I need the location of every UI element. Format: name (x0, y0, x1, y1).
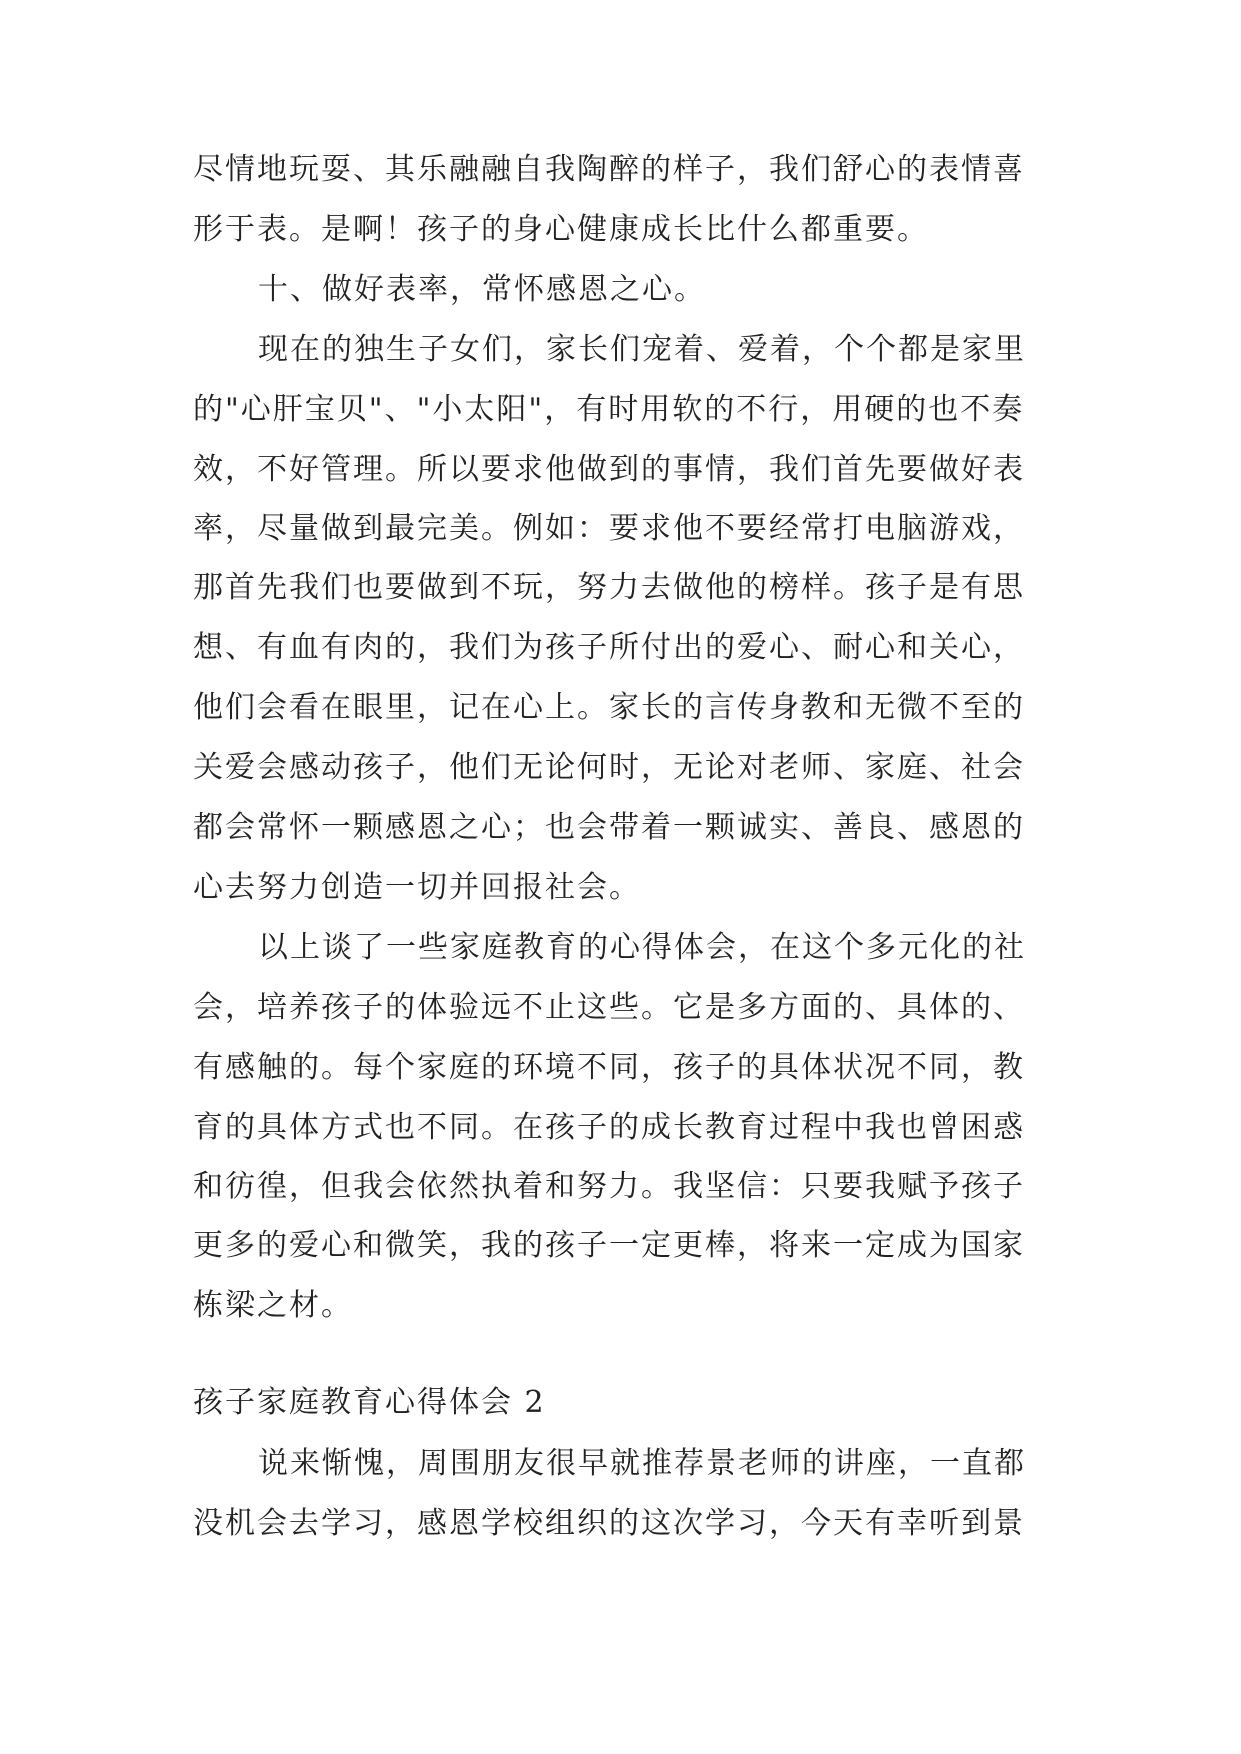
text-line: 育的具体方式也不同。在孩子的成长教育过程中我也曾困惑 (193, 1110, 1025, 1145)
text-line: 的"心肝宝贝"、"小太阳"，有时用软的不行，用硬的也不奏 (193, 392, 1025, 427)
text-line: 和彷徨，但我会依然执着和努力。我坚信：只要我赋予孩子 (193, 1169, 1025, 1204)
text-line: 率，尽量做到最完美。例如：要求他不要经常打电脑游戏， (193, 511, 1025, 546)
section-heading: 十、做好表率，常怀感恩之心。 (258, 272, 706, 307)
text-line: 会，培养孩子的体验远不止这些。它是多方面的、具体的、 (193, 990, 1025, 1025)
text-line: 形于表。是啊！孩子的身心健康成长比什么都重要。 (193, 212, 929, 247)
text-line: 尽情地玩耍、其乐融融自我陶醉的样子，我们舒心的表情喜 (193, 152, 1025, 187)
text-line: 他们会看在眼里，记在心上。家长的言传身教和无微不至的 (193, 690, 1025, 725)
text-line: 有感触的。每个家庭的环境不同，孩子的具体状况不同，教 (193, 1050, 1025, 1085)
paragraph-first-line: 说来惭愧，周围朋友很早就推荐景老师的讲座，一直都 (258, 1446, 1026, 1481)
text-line: 没机会去学习，感恩学校组织的这次学习，今天有幸听到景 (193, 1506, 1025, 1541)
text-line: 想、有血有肉的，我们为孩子所付出的爱心、耐心和关心， (193, 630, 1025, 665)
text-line: 那首先我们也要做到不玩，努力去做他的榜样。孩子是有思 (193, 570, 1025, 605)
paragraph-first-line: 现在的独生子女们，家长们宠着、爱着，个个都是家里 (258, 332, 1026, 367)
text-line: 心去努力创造一切并回报社会。 (193, 870, 641, 905)
text-line: 效，不好管理。所以要求他做到的事情，我们首先要做好表 (193, 452, 1025, 487)
paragraph-first-line: 以上谈了一些家庭教育的心得体会，在这个多元化的社 (258, 930, 1026, 965)
section-title: 孩子家庭教育心得体会 2 (193, 1385, 546, 1420)
text-line: 更多的爱心和微笑，我的孩子一定更棒，将来一定成为国家 (193, 1228, 1025, 1263)
text-line: 栋梁之材。 (193, 1288, 353, 1323)
text-line: 关爱会感动孩子，他们无论何时，无论对老师、家庭、社会 (193, 750, 1025, 785)
text-line: 都会常怀一颗感恩之心；也会带着一颗诚实、善良、感恩的 (193, 810, 1025, 845)
